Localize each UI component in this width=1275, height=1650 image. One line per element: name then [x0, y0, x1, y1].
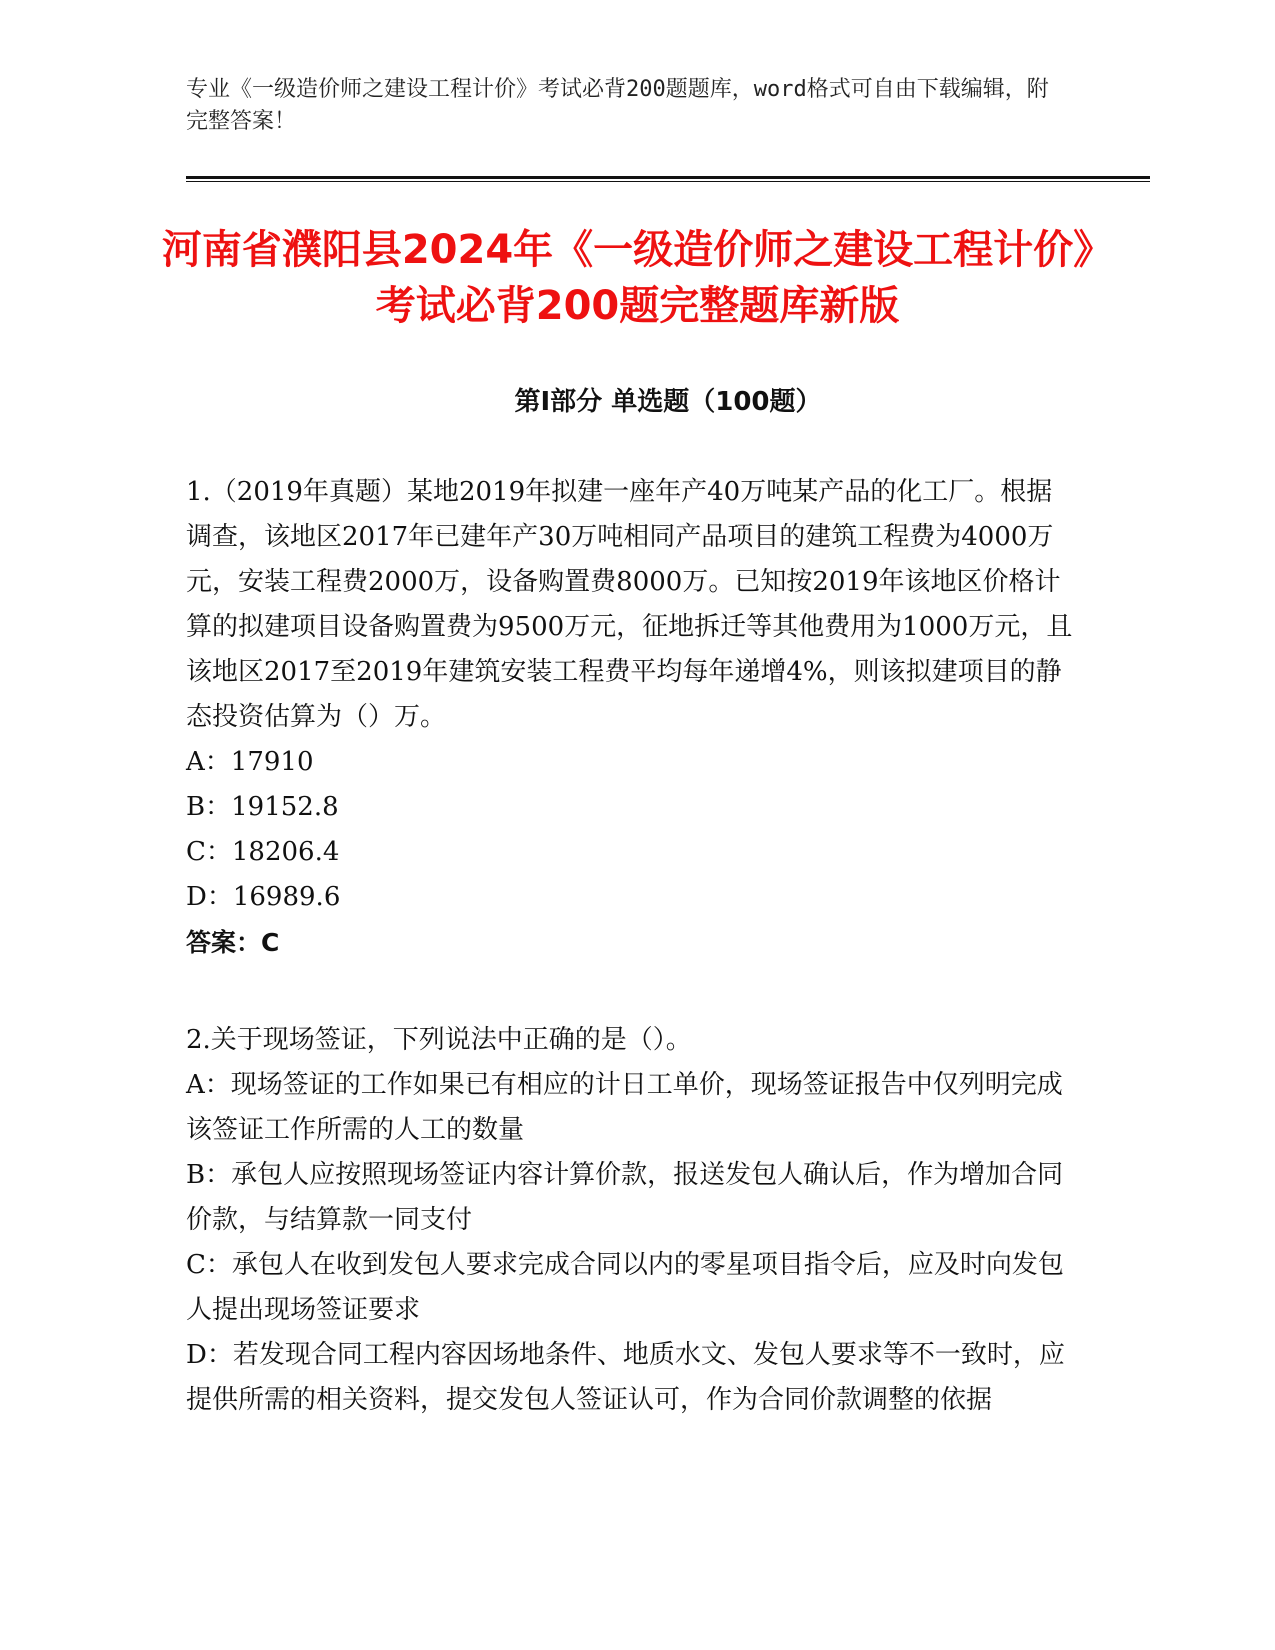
- question-1: [186, 470, 1076, 965]
- option-d: D：16989.6: [186, 882, 341, 912]
- option-a: A：现场签证的工作如果已有相应的计日工单价，现场签证报告中仅列明完成该签证工作所需的人工的数量: [186, 1070, 1063, 1145]
- question-stem: 2.关于现场签证，下列说法中正确的是（）。: [186, 1025, 692, 1055]
- header-note: 专业《一级造价师之建设工程计价》考试必背200题题库，word格式可自由下载编辑，附完整答案！: [186, 77, 1049, 134]
- option-c: C：承包人在收到发包人要求完成合同以内的零星项目指令后，应及时向发包人提出现场签证要求: [186, 1250, 1064, 1325]
- header-divider-thick: [186, 176, 1150, 179]
- document-title: 河南省濮阳县2024年《一级造价师之建设工程计价》考试必背200题完整题库新版: [161, 227, 1114, 329]
- option-c: C：18206.4: [186, 837, 340, 867]
- question-answer: 答案：C: [186, 928, 280, 957]
- header-divider-thin: [186, 181, 1150, 182]
- section-title: 第Ⅰ部分 单选题（100题）: [514, 387, 822, 417]
- option-a: A：17910: [186, 747, 314, 777]
- option-d: D：若发现合同工程内容因场地条件、地质水文、发包人要求等不一致时，应提供所需的相关资料，提交发包人签证认可，作为合同价款调整的依据: [186, 1340, 1065, 1415]
- option-b: B：承包人应按照现场签证内容计算价款，报送发包人确认后，作为增加合同价款，与结算款一同支付: [186, 1160, 1064, 1235]
- question-2: [186, 1018, 1076, 1423]
- question-stem: 1.（2019年真题）某地2019年拟建一座年产40万吨某产品的化工厂。根据调查，该地区2017年已建年产30万吨相同产品项目的建筑工程费为4000万元，安装工程费2000万，设备购置费8000万。已知按2019年该地区价格计算的拟建项目设备购置费为9500万元，征地拆迁等其他费用为1000万元，且该地区2017至2019年建筑安装工程费平均每年递增4%，则该拟建项目的静态投资估算为（）万。: [186, 477, 1073, 732]
- option-b: B：19152.8: [186, 792, 339, 822]
